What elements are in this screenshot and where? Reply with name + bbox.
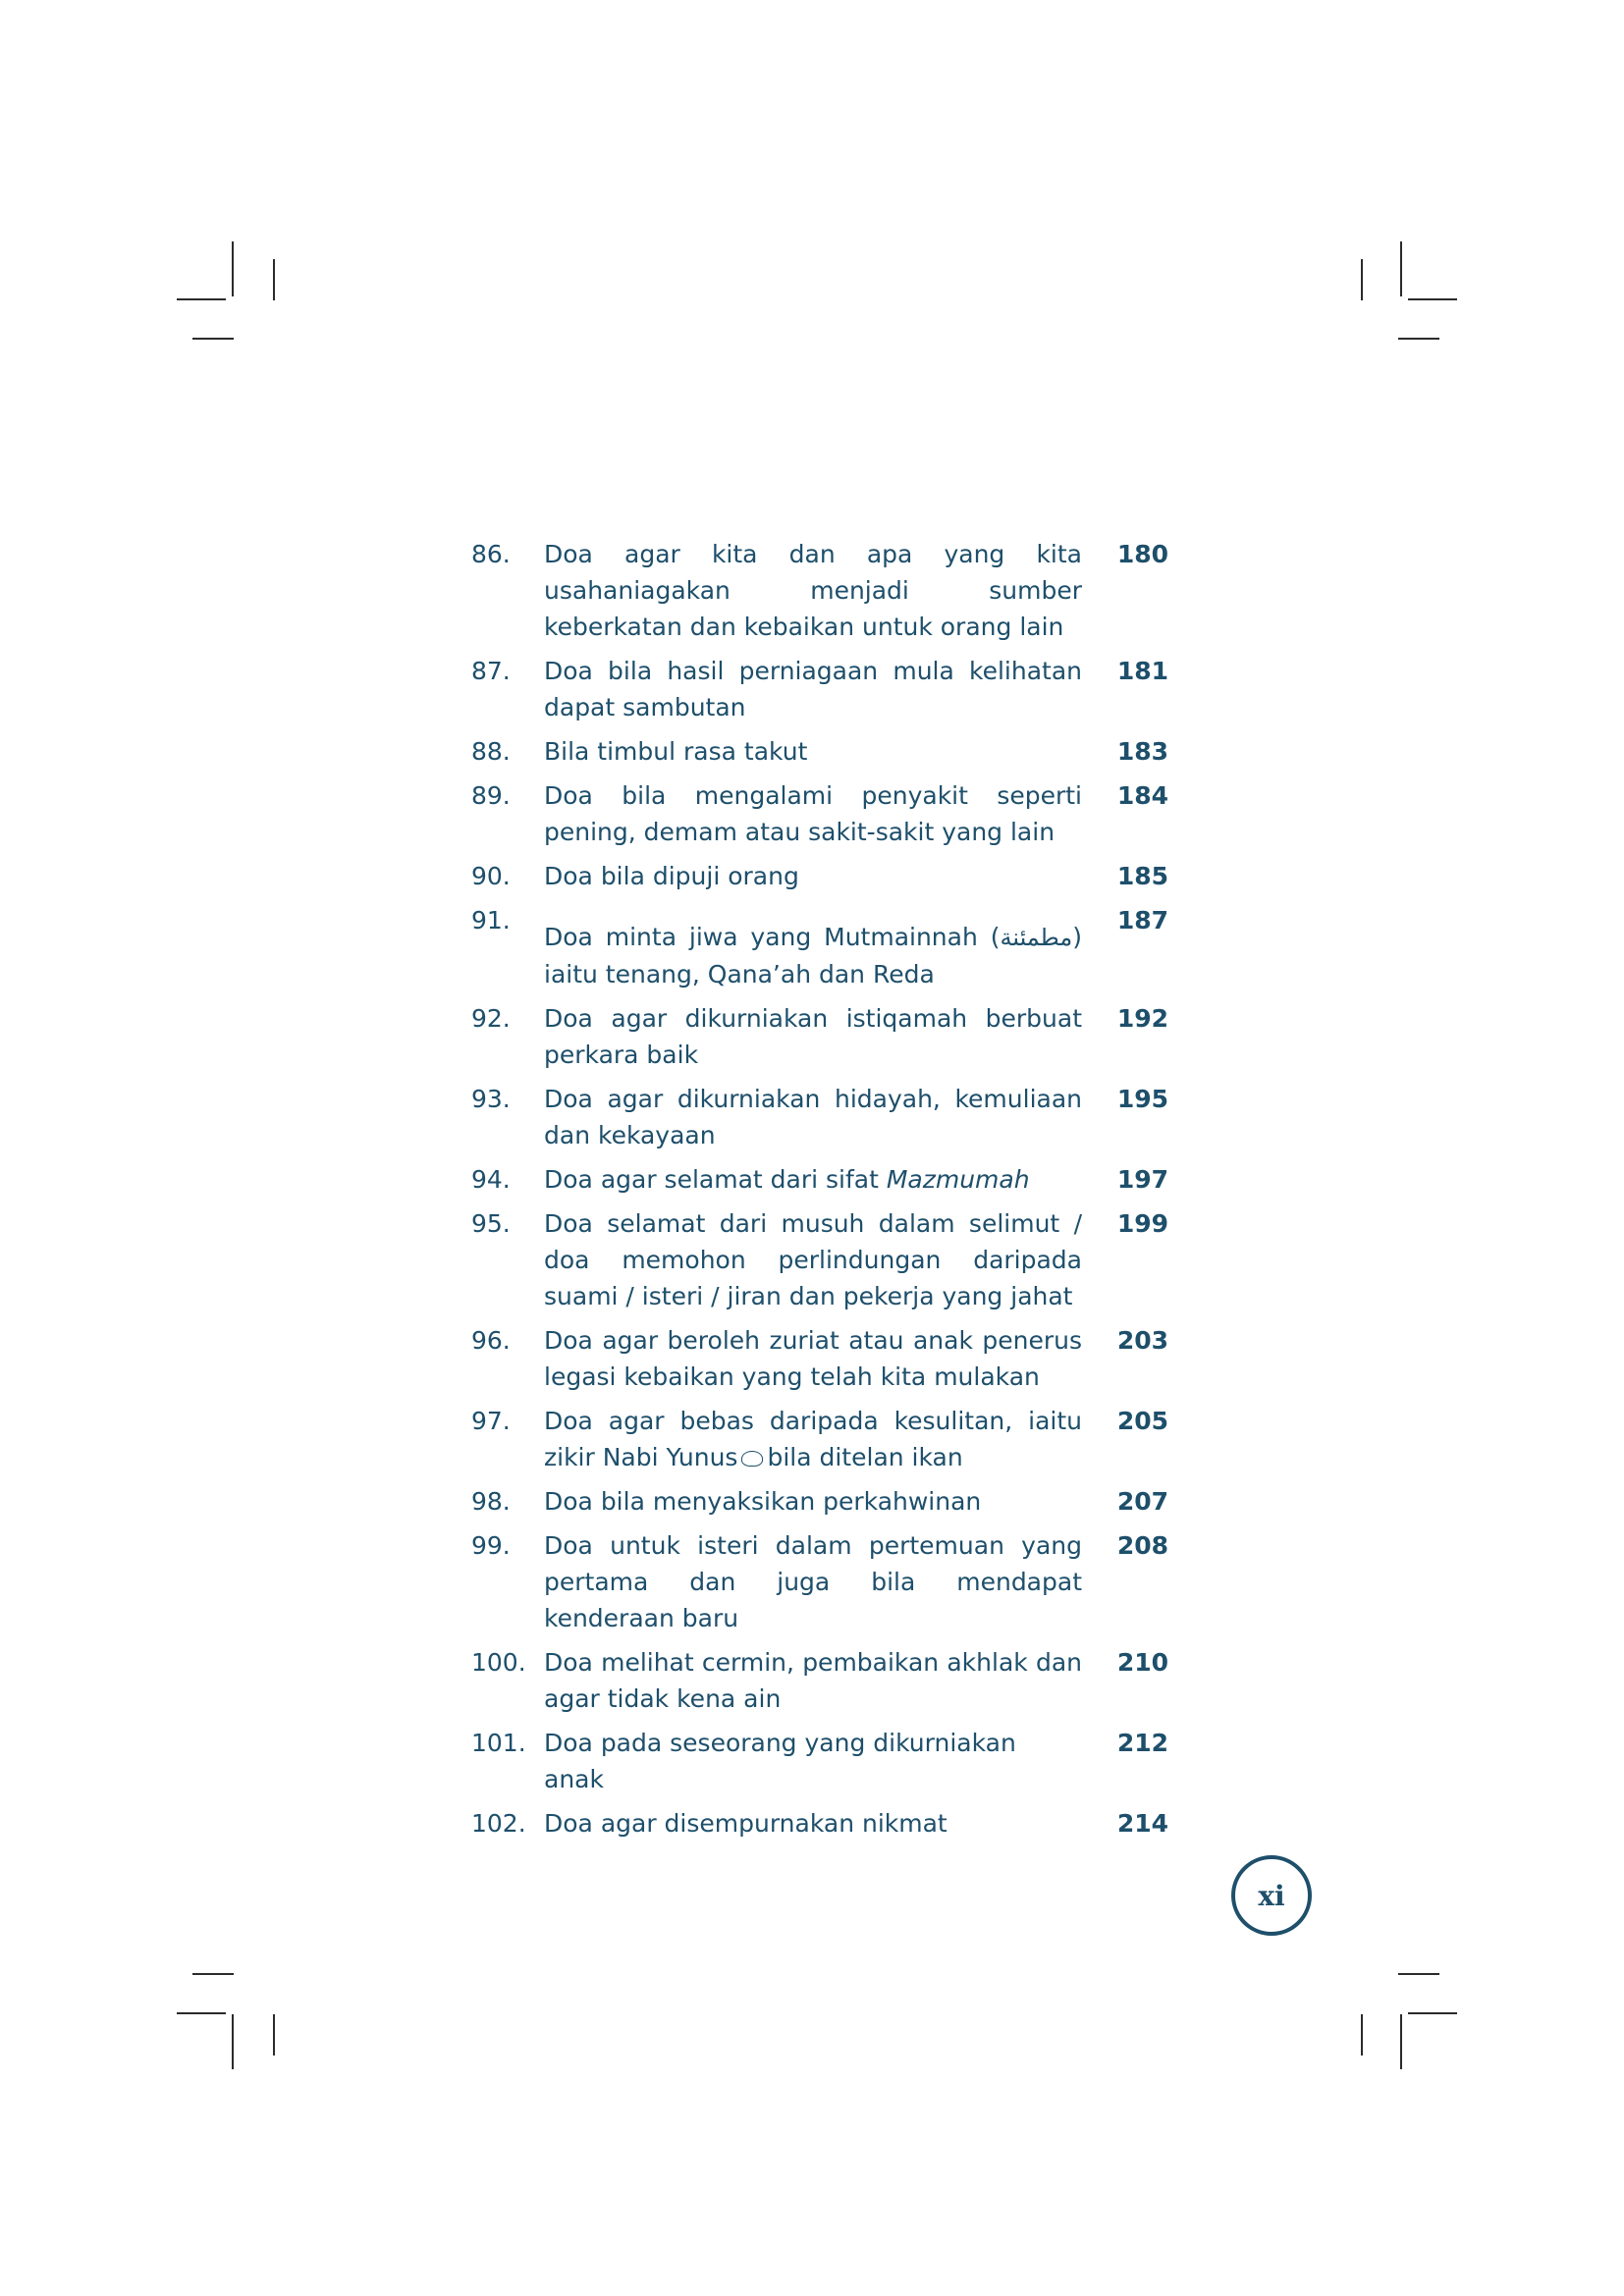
toc-entry-number: 93. [471,1085,511,1113]
toc-entry-number: 94. [471,1165,511,1194]
toc-entry-page: 203 [1116,1326,1168,1355]
toc-entry-number: 101. [471,1729,526,1757]
crop-mark [1398,338,1439,340]
crop-mark [192,338,234,340]
toc-entry-title: Doa agar dikurniakan hidayah, kemuliaan dan kekayaan [544,1085,1082,1149]
toc-entry-title [544,1161,1082,1198]
toc-entry-title: Doa melihat cermin, pembaikan akhlak dan agar tidak kena ain [544,1648,1082,1713]
toc-entry-title-italic: Mazmumah [886,1165,1030,1194]
toc-entry-title: Doa bila hasil perniagaan mula kelihatan dapat sambutan [544,657,1082,721]
toc-entry-number: 88. [471,737,511,766]
crop-mark [1398,1973,1439,1975]
toc-entry-title: Doa bila mengalami penyakit seperti pening, demam atau sakit-sakit yang lain [544,781,1082,846]
toc-entry-page: 195 [1116,1085,1168,1113]
toc-entry-title: Doa untuk isteri dalam pertemuan yang pertama dan juga bila mendapat kenderaan baru [544,1531,1082,1632]
toc-entry-number: 86. [471,540,511,568]
toc-entry-number: 87. [471,657,511,685]
crop-mark [273,259,275,300]
toc-entry-93[interactable] [471,1081,1168,1153]
toc-entry-number: 100. [471,1648,526,1677]
honorific-icon [741,1451,763,1467]
toc-entry-number: 90. [471,862,511,890]
toc-entry-title: Doa agar disempurnakan nikmat [544,1809,947,1838]
crop-mark [273,2014,275,2056]
toc-entry-page: 187 [1116,906,1168,934]
toc-entry-title: Bila timbul rasa takut [544,737,808,766]
toc-entry-87[interactable] [471,653,1168,725]
toc-entry-96[interactable] [471,1322,1168,1395]
toc-entry-title: Doa agar beroleh zuriat atau anak penerus legasi kebaikan yang telah kita mulakan [544,1326,1082,1391]
toc-entry-86[interactable] [471,536,1168,645]
crop-mark [177,298,226,300]
toc-entry-101[interactable] [471,1725,1168,1797]
toc-entry-title [544,1403,1082,1475]
toc-entry-number: 99. [471,1531,511,1560]
toc-entry-page: 212 [1116,1729,1168,1757]
crop-mark [232,2014,234,2069]
toc-entry-title: Doa bila menyaksikan perkahwinan [544,1487,982,1516]
toc-entry-title-part: bila ditelan ikan [767,1443,963,1471]
toc-entry-98[interactable] [471,1483,1168,1520]
toc-entry-number: 89. [471,781,511,810]
crop-mark [1361,2014,1363,2056]
toc-entry-number: 102. [471,1809,526,1838]
toc-entry-90[interactable] [471,858,1168,894]
crop-mark [177,2012,226,2014]
toc-entry-page: 205 [1116,1407,1168,1435]
toc-entry-number: 96. [471,1326,511,1355]
crop-mark [192,1973,234,1975]
toc-entry-88[interactable] [471,733,1168,770]
toc-entry-number: 97. [471,1407,511,1435]
toc-entry-page: 199 [1116,1209,1168,1238]
crop-mark [1408,298,1457,300]
toc-entry-number: 98. [471,1487,511,1516]
toc-entry-102[interactable] [471,1805,1168,1842]
toc-entry-95[interactable] [471,1205,1168,1314]
page-number-badge: xi [1231,1855,1312,1936]
toc-entry-page: 180 [1116,540,1168,568]
crop-mark [1361,259,1363,300]
crop-mark [1400,241,1402,296]
toc-entry-99[interactable] [471,1527,1168,1636]
toc-entry-title: Doa agar dikurniakan istiqamah berbuat perkara baik [544,1004,1082,1069]
toc-entry-89[interactable] [471,777,1168,850]
toc-entry-97[interactable] [471,1403,1168,1475]
toc-entry-100[interactable] [471,1644,1168,1717]
toc-entry-title: Doa bila dipuji orang [544,862,799,890]
toc-entry-page: 214 [1116,1809,1168,1838]
toc-entry-page: 185 [1116,862,1168,890]
toc-entry-page: 208 [1116,1531,1168,1560]
toc-entry-number: 92. [471,1004,511,1033]
crop-mark [1408,2012,1457,2014]
toc-entry-page: 210 [1116,1648,1168,1677]
toc-entry-page: 207 [1116,1487,1168,1516]
toc-entry-title-part: ) iaitu tenang, Qana’ah dan Reda [544,923,1082,988]
crop-mark [1400,2014,1402,2069]
toc-entry-title: Doa pada seseorang yang dikurniakan anak [544,1729,1016,1793]
toc-entry-title: Doa selamat dari musuh dalam selimut / doa memohon perlindungan daripada suami / isteri / jiran dan pekerja yang jahat [544,1209,1082,1310]
toc-entry-title: Doa agar kita dan apa yang kita usahaniagakan menjadi sumber keberkatan dan kebaikan untuk orang lain [544,540,1082,641]
crop-mark [232,241,234,296]
toc-entry-title-part: Doa agar bebas daripada kesulitan, iaitu zikir Nabi Yunus [544,1407,1082,1471]
toc-entry-number: 95. [471,1209,511,1238]
toc-entry-title-part: Doa minta jiwa yang Mutmainnah ( [544,923,1001,951]
table-of-contents [471,536,1168,1849]
toc-entry-91[interactable] [471,902,1168,992]
toc-entry-page: 184 [1116,781,1168,810]
arabic-term: مطمئنة [1000,924,1073,951]
toc-entry-92[interactable] [471,1000,1168,1073]
toc-entry-page: 181 [1116,657,1168,685]
toc-entry-title-part: Doa agar selamat dari sifat [544,1165,887,1194]
toc-entry-number: 91. [471,906,511,934]
toc-entry-94[interactable] [471,1161,1168,1198]
toc-entry-page: 192 [1116,1004,1168,1033]
toc-entry-title [544,902,1082,992]
toc-entry-page: 183 [1116,737,1168,766]
toc-entry-page: 197 [1116,1165,1168,1194]
